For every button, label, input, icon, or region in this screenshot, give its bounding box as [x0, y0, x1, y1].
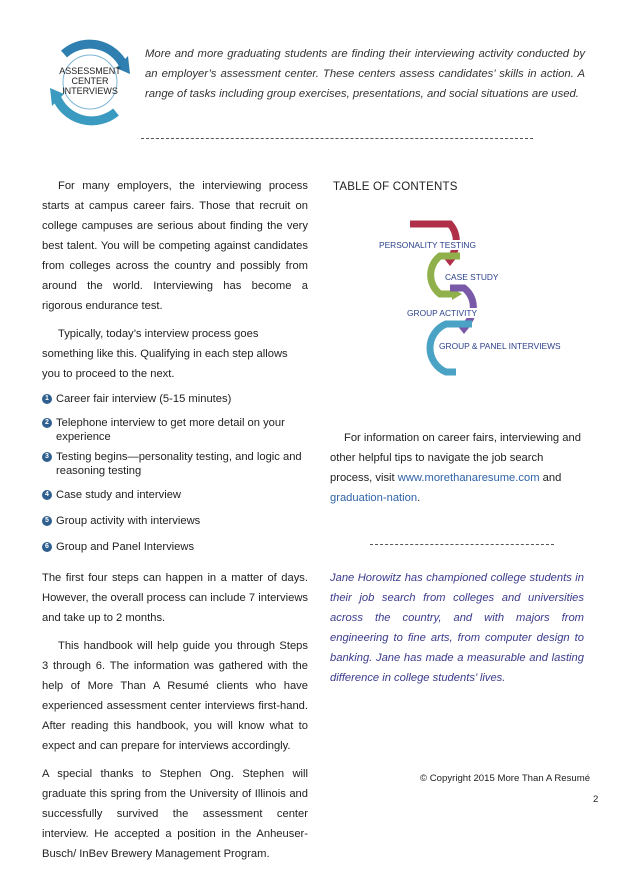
step-item — [42, 416, 308, 444]
info-text: For information on career fairs, interviewing and other helpful tips to navigate the job search process, visit — [330, 432, 581, 484]
logo-line-1: ASSESSMENT — [59, 66, 121, 76]
toc-arrows-graphic — [360, 208, 580, 384]
toc-diagram — [360, 208, 580, 384]
step-number-icon: 5 — [42, 516, 52, 526]
toc-item-group-activity[interactable]: GROUP ACTIVITY — [407, 308, 478, 318]
toc-item-personality-testing[interactable]: PERSONALITY TESTING — [379, 240, 476, 250]
step-item — [42, 488, 308, 502]
link-graduation-nation[interactable]: graduation-nation — [330, 492, 418, 504]
step-item — [42, 514, 308, 528]
step-number-icon: 6 — [42, 542, 52, 552]
paragraph-timeline: The first four steps can happen in a matter of days. However, the overall process can include 7 interviews and take up to 2 months. — [42, 572, 308, 624]
logo-line-2: CENTER — [71, 76, 109, 86]
link-morethanaresume[interactable]: www.morethanaresume.com — [397, 472, 540, 484]
assessment-center-logo — [44, 36, 136, 128]
toc-title: TABLE OF CONTENTS — [333, 181, 458, 193]
intro-paragraph: More and more graduating students are finding their interviewing activity conducted by an employer’s assessment center. These centers assess candidates’ skills in action. A range of tasks including group exercises, presentations, and social situations are used. — [145, 48, 585, 100]
step-text: Telephone interview to get more detail on your experience — [56, 417, 285, 443]
logo-line-3: INTERVIEWS — [62, 86, 118, 96]
step-number-icon: 2 — [42, 418, 52, 428]
step-number-icon: 1 — [42, 394, 52, 404]
paragraph-career-fairs: For many employers, the interviewing process starts at campus career fairs. Those that recruit on college campuses are serious about finding the very best talent. You will be competing against candidates from colleges across the country and possibly from around the world. Interviewing has become a rigorous endurance test. — [42, 180, 308, 312]
step-text: Group activity with interviews — [56, 515, 201, 527]
divider-bio — [370, 544, 554, 545]
step-text: Case study and interview — [56, 489, 181, 501]
toc-item-group-panel-interviews[interactable]: GROUP & PANEL INTERVIEWS — [439, 341, 561, 351]
page-number: 2 — [593, 794, 599, 805]
copyright: © Copyright 2015 More Than A Resumé — [420, 773, 591, 784]
paragraph-process: Typically, today’s interview process goes something like this. Qualifying in each step allows you to proceed to the next. — [42, 328, 288, 380]
step-number-icon: 4 — [42, 490, 52, 500]
step-text: Testing begins—personality testing, and logic and reasoning testing — [56, 451, 302, 477]
step-item — [42, 392, 308, 406]
paragraph-thanks: A special thanks to Stephen Ong. Stephen will graduate this spring from the University of Illinois and successfully survived the assessment center interview. He accepted a position in the Anheuser-Busch/ InBev Brewery Management Program. — [42, 768, 308, 860]
steps-list — [42, 392, 308, 554]
author-bio: Jane Horowitz has championed college students in their job search from colleges and universities across the country, and with majors from engineering to fine arts, from computer design to banking. Jane has made a measurable and lasting difference in college students’ lives. — [330, 572, 584, 684]
left-column — [42, 176, 308, 872]
step-item — [42, 540, 308, 554]
circular-arrows-icon — [44, 36, 136, 128]
info-end: . — [417, 492, 421, 504]
step-item — [42, 450, 308, 478]
paragraph-handbook: This handbook will help guide you through Steps 3 through 6. The information was gathered with the help of More Than A Resumé clients who have experienced assessment center interviews first-hand. After reading this handbook, you will know what to expect and can prepare for interviews accordingly. — [42, 640, 308, 752]
step-number-icon: 3 — [42, 452, 52, 462]
info-paragraph — [330, 428, 584, 508]
step-text: Career fair interview (5-15 minutes) — [56, 393, 232, 405]
info-and: and — [539, 472, 562, 484]
step-text: Group and Panel Interviews — [56, 541, 195, 553]
toc-item-case-study[interactable]: CASE STUDY — [445, 272, 499, 282]
divider-top — [141, 138, 533, 139]
